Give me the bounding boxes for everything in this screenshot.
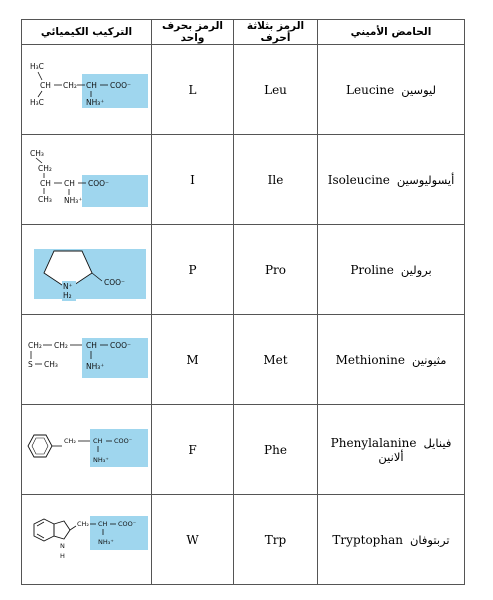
- svg-text:NH₃⁺: NH₃⁺: [92, 455, 109, 464]
- one-letter-cell: P: [152, 225, 234, 315]
- structure-tryptophan: [22, 495, 152, 585]
- table-row: [22, 495, 465, 585]
- amino-acid-table: [21, 19, 465, 585]
- three-letter-cell: Leu: [234, 45, 318, 135]
- svg-text:CH: CH: [85, 340, 97, 350]
- svg-text:CH₂: CH₂: [53, 340, 68, 350]
- table-row: [22, 225, 465, 315]
- svg-text:H: H: [59, 551, 65, 560]
- svg-text:NH₃⁺: NH₃⁺: [97, 537, 114, 546]
- svg-text:CH: CH: [85, 80, 97, 90]
- three-letter-cell: Phe: [234, 405, 318, 495]
- amino-acid-name-cell: [318, 135, 465, 225]
- svg-text:CH: CH: [39, 80, 51, 90]
- svg-text:H₃C: H₃C: [29, 61, 44, 71]
- structure-proline: [22, 225, 152, 315]
- amino-acid-name-cell: [318, 495, 465, 585]
- structure-methionine: [22, 315, 152, 405]
- svg-text:CH₃: CH₃: [29, 148, 44, 158]
- three-letter-cell: Pro: [234, 225, 318, 315]
- svg-text:CH: CH: [63, 178, 75, 188]
- structure-isoleucine: [22, 135, 152, 225]
- isoleucine-structure-diagram: [24, 147, 150, 213]
- amino-acid-name-cell: [318, 45, 465, 135]
- svg-text:COO⁻: COO⁻: [117, 519, 136, 528]
- one-letter-cell: M: [152, 315, 234, 405]
- name-arabic: برولين: [400, 262, 432, 277]
- svg-text:N⁺: N⁺: [62, 281, 73, 291]
- svg-text:COO⁻: COO⁻: [109, 340, 131, 350]
- svg-text:CH₂: CH₂: [37, 163, 52, 173]
- svg-text:COO⁻: COO⁻: [113, 436, 132, 445]
- methionine-structure-diagram: [24, 334, 150, 386]
- header-amino-acid: الحامض الأميني: [318, 20, 465, 45]
- header-three-letter: الرمز بثلاثة أحرف: [234, 20, 318, 45]
- svg-text:CH₃: CH₃: [37, 194, 52, 204]
- proline-structure-diagram: [24, 237, 150, 303]
- name-arabic: تربتوفان: [409, 532, 450, 547]
- table-row: [22, 135, 465, 225]
- svg-text:CH₂: CH₂: [62, 80, 77, 90]
- name-english: Proline: [350, 262, 394, 277]
- amino-acid-name-cell: [318, 315, 465, 405]
- svg-text:CH: CH: [92, 436, 102, 445]
- svg-text:COO⁻: COO⁻: [103, 277, 125, 287]
- amino-acid-name-cell: [318, 405, 465, 495]
- tryptophan-structure-diagram: [24, 510, 150, 570]
- svg-text:CH: CH: [39, 178, 51, 188]
- structure-phenylalanine: [22, 405, 152, 495]
- svg-text:NH₃⁺: NH₃⁺: [63, 195, 82, 205]
- table-row: [22, 405, 465, 495]
- table-row: [22, 315, 465, 405]
- svg-text:COO⁻: COO⁻: [87, 178, 109, 188]
- phenylalanine-structure-diagram: [24, 425, 150, 475]
- name-english: Isoleucine: [327, 172, 390, 187]
- name-arabic: ليوسين: [401, 82, 436, 97]
- svg-text:CH: CH: [97, 519, 107, 528]
- svg-text:COO⁻: COO⁻: [109, 80, 131, 90]
- svg-text:S: S: [27, 359, 33, 369]
- three-letter-cell: Trp: [234, 495, 318, 585]
- table-row: [22, 45, 465, 135]
- three-letter-cell: Met: [234, 315, 318, 405]
- one-letter-cell: W: [152, 495, 234, 585]
- three-letter-cell: Ile: [234, 135, 318, 225]
- header-structure: التركيب الكيميائي: [22, 20, 152, 45]
- header-one-letter: الرمز بحرف واحد: [152, 20, 234, 45]
- header-row: [22, 20, 465, 45]
- leucine-structure-diagram: [24, 60, 150, 120]
- one-letter-cell: F: [152, 405, 234, 495]
- svg-text:NH₃⁺: NH₃⁺: [85, 361, 104, 371]
- name-arabic: مثيونين: [411, 352, 447, 367]
- name-arabic: فينايل ألانين: [378, 435, 452, 464]
- svg-text:CH₂: CH₂: [63, 436, 76, 445]
- svg-text:CH₃: CH₃: [43, 359, 58, 369]
- svg-text:NH₃⁺: NH₃⁺: [85, 97, 104, 107]
- svg-text:N: N: [59, 541, 65, 550]
- name-english: Tryptophan: [332, 532, 403, 547]
- amino-acid-name-cell: [318, 225, 465, 315]
- one-letter-cell: I: [152, 135, 234, 225]
- svg-text:H₂: H₂: [62, 290, 72, 300]
- svg-text:H₃C: H₃C: [29, 97, 44, 107]
- name-english: Leucine: [346, 82, 395, 97]
- name-english: Methionine: [335, 352, 405, 367]
- svg-text:CH₂: CH₂: [27, 340, 42, 350]
- structure-leucine: [22, 45, 152, 135]
- svg-text:CH₂: CH₂: [76, 519, 89, 528]
- name-arabic: أيسوليوسين: [396, 172, 455, 187]
- one-letter-cell: L: [152, 45, 234, 135]
- name-english: Phenylalanine: [330, 435, 417, 450]
